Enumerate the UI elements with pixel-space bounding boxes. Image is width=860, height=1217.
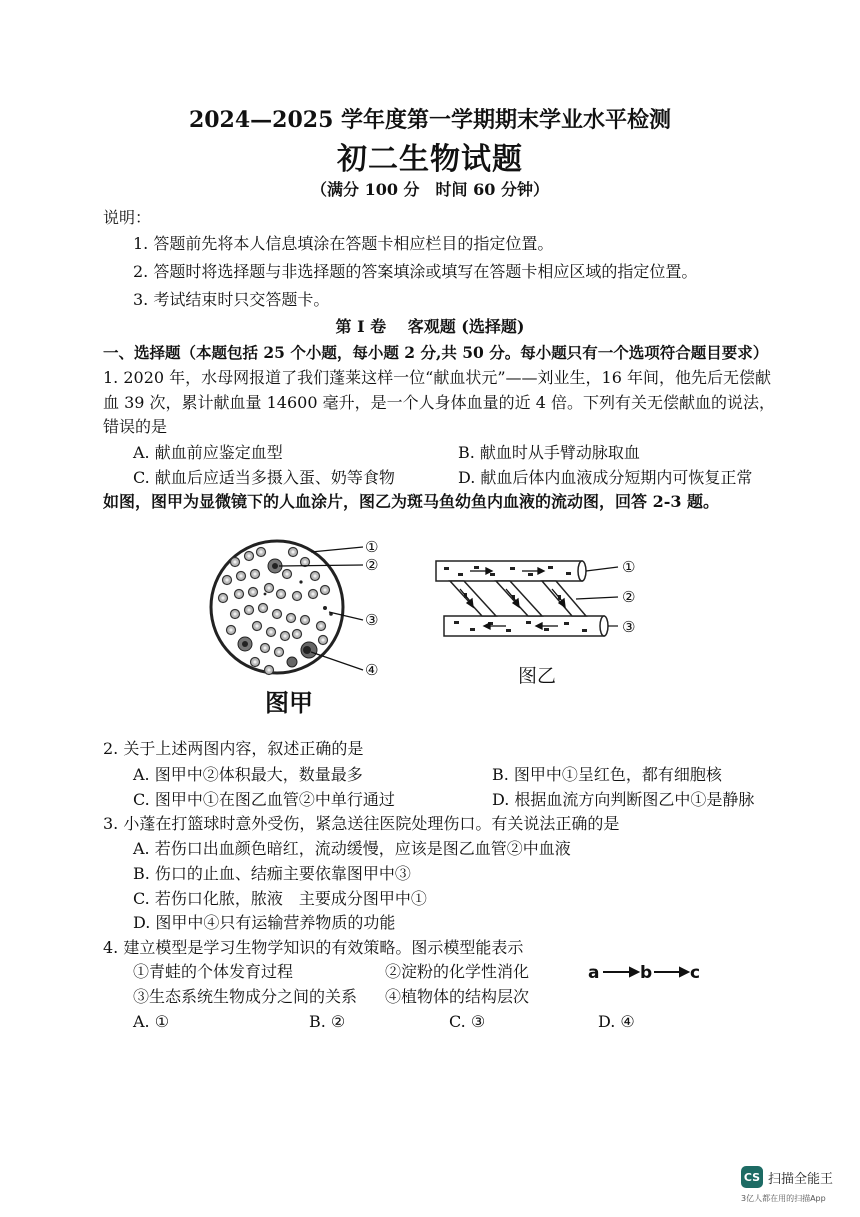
- camscanner-icon: CS: [741, 1166, 763, 1188]
- instruction-item-2: 2. 答题时将选择题与非选择题的答案填涂或填写在答题卡相应区域的指定位置。: [133, 262, 698, 281]
- q3-option-c: C. 若伤口化脓，脓液 主要成分图甲中①: [133, 889, 427, 908]
- q3-stem: 3. 小蓬在打篮球时意外受伤，紧急送往医院处理伤口。有关说法正确的是: [103, 814, 620, 833]
- q4-item-1: ①青蛙的个体发育过程: [133, 962, 294, 981]
- q3-option-b: B. 伤口的止血、结痂主要依靠图甲中③: [133, 864, 411, 883]
- figure-b-caption: 图乙: [518, 665, 557, 687]
- model-node-b: b: [640, 963, 653, 983]
- q4-option-a: A. ①: [133, 1012, 170, 1031]
- fig-b-marker-3: ③: [622, 618, 636, 636]
- camscanner-logo: [741, 1166, 833, 1188]
- part1-heading: 一、选择题（本题包括 25 个小题，每小题 2 分,共 50 分。每小题只有一个选项符合题目要求）: [103, 343, 769, 362]
- fig-a-marker-4: ④: [365, 661, 379, 679]
- section-title: 第 I 卷 客观题 (选择题): [335, 317, 525, 336]
- figure-intro: 如图，图甲为显微镜下的人血涂片，图乙为斑马鱼幼鱼内血液的流动图，回答 2-3 题。: [103, 492, 720, 511]
- exam-title-year: 2024—2025 学年度第一学期期末学业水平检测: [188, 107, 672, 133]
- q2-option-b: B. 图甲中①呈红色，都有细胞核: [492, 765, 722, 784]
- q4-item-2: ②淀粉的化学性消化: [385, 962, 530, 981]
- camscanner-name: 扫描全能王: [768, 1171, 834, 1187]
- q1-option-c: C. 献血后应适当多摄入蛋、奶等食物: [133, 468, 395, 487]
- q4-stem: 4. 建立模型是学习生物学知识的有效策略。图示模型能表示: [103, 938, 524, 957]
- figure-a-caption: 图甲: [265, 689, 313, 717]
- model-node-c: c: [690, 963, 701, 983]
- q3-option-d: D. 图甲中④只有运输营养物质的功能: [133, 913, 396, 932]
- q1-line-1: 1. 2020 年，水母网报道了我们蓬莱这样一位“献血状元”——刘业生，16 年间，他先后无偿献: [103, 368, 771, 387]
- q1-line-2: 血 39 次，累计献血量 14600 毫升，是一个人身体血量的近 4 倍。下列有关无偿献血的说法，: [103, 393, 775, 412]
- fig-b-marker-2: ②: [622, 588, 636, 606]
- instruction-item-3: 3. 考试结束时只交答题卡。: [133, 290, 330, 309]
- q4-item-4: ④植物体的结构层次: [385, 987, 530, 1006]
- model-node-a: a: [588, 963, 600, 983]
- exam-title-subject: 初二生物试题: [337, 142, 523, 177]
- fig-a-marker-3: ③: [365, 611, 379, 629]
- q1-line-3: 错误的是: [103, 417, 168, 436]
- q4-model-diagram: [586, 958, 706, 986]
- camscanner-tagline: 3亿人都在用的扫描App: [741, 1194, 826, 1203]
- q4-item-3: ③生态系统生物成分之间的关系: [133, 987, 358, 1006]
- q3-option-a: A. 若伤口出血颜色暗红，流动缓慢，应该是图乙血管②中血液: [133, 839, 571, 858]
- q2-option-a: A. 图甲中②体积最大，数量最多: [133, 765, 363, 784]
- q1-option-d: D. 献血后体内血液成分短期内可恢复正常: [458, 468, 753, 487]
- q4-option-c: C. ③: [449, 1012, 486, 1031]
- fig-a-marker-2: ②: [365, 556, 379, 574]
- q4-option-d: D. ④: [598, 1012, 635, 1031]
- q1-option-b: B. 献血时从手臂动脉取血: [458, 443, 640, 462]
- fig-b-marker-1: ①: [622, 558, 636, 576]
- q2-option-c: C. 图甲中①在图乙血管②中单行通过: [133, 790, 395, 809]
- instructions-heading: 说明：: [103, 208, 152, 227]
- q1-option-a: A. 献血前应鉴定血型: [133, 443, 283, 462]
- fig-a-marker-1: ①: [365, 538, 379, 556]
- q4-option-b: B. ②: [309, 1012, 346, 1031]
- q2-option-d: D. 根据血流方向判断图乙中①是静脉: [492, 790, 755, 809]
- figure-b-vessels: [430, 553, 650, 648]
- q2-stem: 2. 关于上述两图内容，叙述正确的是: [103, 739, 364, 758]
- exam-title-score-time: （满分 100 分 时间 60 分钟）: [311, 180, 549, 199]
- instruction-item-1: 1. 答题前先将本人信息填涂在答题卡相应栏目的指定位置。: [133, 234, 554, 253]
